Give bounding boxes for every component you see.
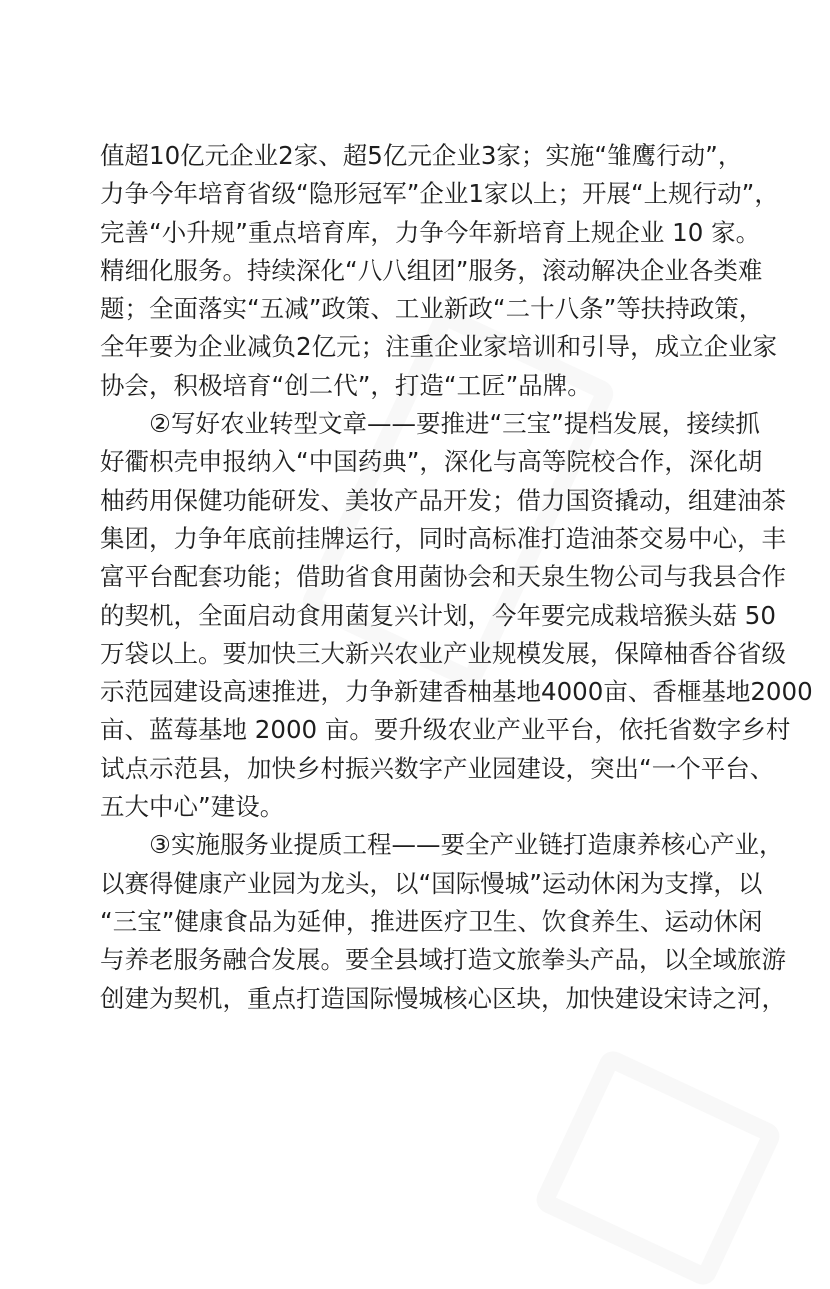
text-line: 以赛得健康产业园为龙头，以“国际慢城”运动休闲为支撑，以 bbox=[100, 868, 763, 898]
text-line: 的契机，全面启动食用菌复兴计划，今年要完成栽培猴头菇 50 bbox=[100, 600, 776, 630]
paragraph bbox=[100, 826, 786, 1017]
text-line: 题；全面落实“五减”政策、工业新政“二十八条”等扶持政策， bbox=[100, 294, 764, 324]
text-line: 万袋以上。要加快三大新兴农业产业规模发展，保障柚香谷省级 bbox=[100, 638, 786, 668]
text-line: 柚药用保健功能研发、美妆产品开发；借力国资撬动，组建油茶 bbox=[100, 485, 786, 515]
text-line: 创建为契机，重点打造国际慢城核心区块，加快建设宋诗之河， bbox=[100, 983, 786, 1013]
paragraph bbox=[100, 137, 779, 405]
text-line: 五大中心”建设。 bbox=[100, 792, 285, 822]
text-line: 试点示范县，加快乡村振兴数字产业园建设，突出“一个平台、 bbox=[100, 753, 775, 783]
text-line: ③实施服务业提质工程——要全产业链打造康养核心产业， bbox=[149, 830, 784, 860]
text-line: 值超10亿元企业2家、超5亿元企业3家；实施“雏鹰行动”， bbox=[100, 141, 743, 170]
text-line: 力争今年培育省级“隐形冠军”企业1家以上；开展“上规行动”， bbox=[100, 179, 779, 209]
watermark bbox=[532, 1047, 784, 1289]
text-line: 与养老服务融合发展。要全县域打造文旅拳头产品，以全域旅游 bbox=[100, 945, 786, 975]
text-line: 亩、蓝莓基地 2000 亩。要升级农业产业平台，依托省数字乡村 bbox=[100, 715, 791, 745]
text-line: 完善“小升规”重点培育库，力争今年新培育上规企业 10 家。 bbox=[100, 217, 761, 247]
text-line: 协会，积极培育“创二代”，打造“工匠”品牌。 bbox=[100, 370, 592, 400]
text-line: 示范园建设高速推进，力争新建香柚基地4000亩、香榧基地2000 bbox=[100, 677, 813, 707]
body-text bbox=[100, 137, 813, 1018]
text-line: 全年要为企业减负2亿元；注重企业家培训和引导，成立企业家 bbox=[100, 332, 778, 362]
text-line: 富平台配套功能；借助省食用菌协会和天泉生物公司与我县合作 bbox=[100, 562, 786, 592]
paragraph bbox=[100, 405, 813, 826]
text-line: 集团，力争年底前挂牌运行，同时高标准打造油茶交易中心，丰 bbox=[100, 523, 786, 553]
text-line: 好衢枳壳申报纳入“中国药典”，深化与高等院校合作，深化胡 bbox=[100, 447, 763, 477]
text-line: ②写好农业转型文章——要推进“三宝”提档发展，接续抓 bbox=[149, 409, 760, 439]
text-line: “三宝”健康食品为延伸，推进医疗卫生、饮食养生、运动休闲 bbox=[100, 906, 763, 936]
text-line: 精细化服务。持续深化“八八组团”服务，滚动解决企业各类难 bbox=[100, 255, 763, 285]
